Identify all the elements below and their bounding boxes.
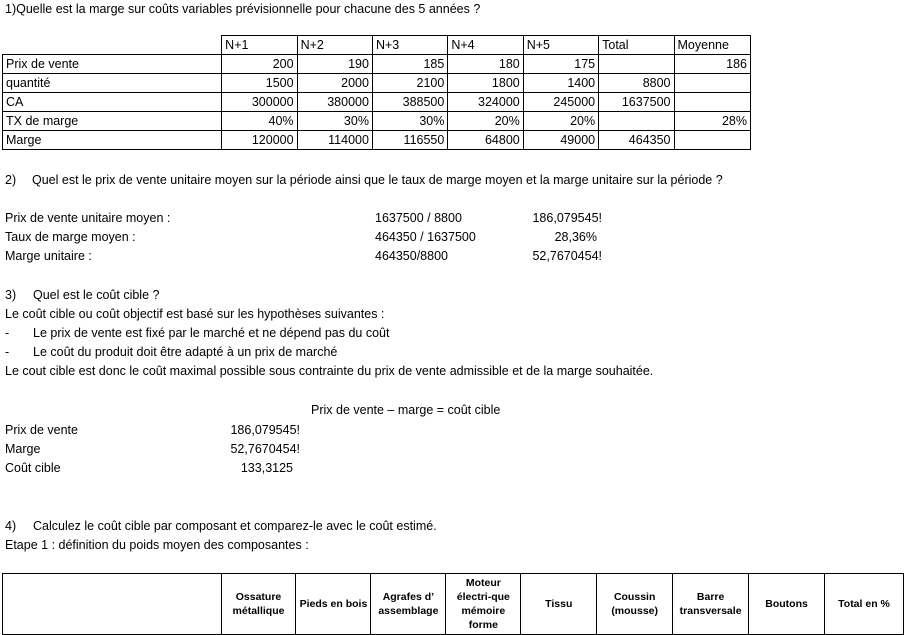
bullet-mark: - bbox=[5, 345, 10, 359]
table-header-row bbox=[3, 574, 904, 635]
target-cost-formula: Prix de vente – marge = coût cible bbox=[311, 403, 501, 417]
table-cell: 20% bbox=[523, 112, 598, 131]
question-3-number: 3) bbox=[5, 288, 17, 302]
question-1: 1)Quelle est la marge sur coûts variables prévisionnelle pour chacune des 5 années ? bbox=[5, 2, 481, 16]
table-cell bbox=[674, 131, 750, 150]
question-3-conclusion: Le cout cible est donc le coût maximal possible sous contrainte du prix de vente admissible et de la marge souhaitée. bbox=[5, 364, 654, 378]
table-cell: 114000 bbox=[297, 131, 372, 150]
question-4-number: 4) bbox=[5, 519, 17, 533]
table-cell: 49000 bbox=[523, 131, 598, 150]
table-cell: 20% bbox=[448, 112, 523, 131]
component-header: Pieds en bois bbox=[296, 574, 371, 635]
table-cell: 1500 bbox=[222, 74, 297, 93]
row-label: Marge bbox=[3, 131, 222, 150]
table-row bbox=[3, 93, 751, 112]
table-cell: 388500 bbox=[372, 93, 447, 112]
table-cell: 245000 bbox=[523, 93, 598, 112]
column-header: N+4 bbox=[448, 36, 523, 55]
table-cell: 116550 bbox=[372, 131, 447, 150]
unit-margin-formula: 464350/8800 bbox=[375, 249, 448, 263]
table-cell: 380000 bbox=[297, 93, 372, 112]
table-cell: 185 bbox=[372, 55, 447, 74]
table-cell bbox=[674, 74, 750, 93]
table-row bbox=[3, 74, 751, 93]
column-header: N+2 bbox=[297, 36, 372, 55]
sale-price-value: 186,079545! bbox=[230, 423, 300, 437]
question-3-intro: Le coût cible ou coût objectif est basé sur les hypothèses suivantes : bbox=[5, 307, 385, 321]
corner-cell bbox=[3, 36, 222, 55]
table-cell: 175 bbox=[523, 55, 598, 74]
avg-price-value: 186,079545! bbox=[532, 211, 602, 225]
column-header: N+1 bbox=[222, 36, 297, 55]
unit-margin-value: 52,7670454! bbox=[532, 249, 602, 263]
table-row bbox=[3, 55, 751, 74]
table-cell: 30% bbox=[297, 112, 372, 131]
avg-price-label: Prix de vente unitaire moyen : bbox=[5, 211, 171, 225]
row-label: quantité bbox=[3, 74, 222, 93]
avg-margin-rate-value: 28,36% bbox=[554, 230, 597, 244]
avg-margin-rate-formula: 464350 / 1637500 bbox=[375, 230, 476, 244]
sale-price-label: Prix de vente bbox=[5, 423, 78, 437]
component-weight-table bbox=[2, 573, 904, 635]
avg-margin-rate-label: Taux de marge moyen : bbox=[5, 230, 136, 244]
margin-label: Marge bbox=[5, 442, 41, 456]
question-3-title: Quel est le coût cible ? bbox=[33, 288, 160, 302]
row-label: CA bbox=[3, 93, 222, 112]
component-header: Tissu bbox=[521, 574, 597, 635]
table-cell: 120000 bbox=[222, 131, 297, 150]
column-header: N+5 bbox=[523, 36, 598, 55]
component-header: Moteur électri-que mémoire forme bbox=[446, 574, 521, 635]
component-header: Coussin (mousse) bbox=[597, 574, 673, 635]
table-cell: 300000 bbox=[222, 93, 297, 112]
question-4-title: Calculez le coût cible par composant et comparez-le avec le coût estimé. bbox=[33, 519, 437, 533]
question-2-text: Quel est le prix de vente unitaire moyen sur la période ainsi que le taux de marge moyen et la marge unitaire sur la période ? bbox=[32, 173, 723, 187]
table-cell: 2000 bbox=[297, 74, 372, 93]
table-cell bbox=[599, 112, 674, 131]
question-4-step: Etape 1 : définition du poids moyen des composantes : bbox=[5, 538, 309, 552]
column-header: Moyenne bbox=[674, 36, 750, 55]
question-2-number: 2) bbox=[5, 173, 17, 187]
table-cell: 190 bbox=[297, 55, 372, 74]
margin-value: 52,7670454! bbox=[230, 442, 300, 456]
component-header: Agrafes d’ assemblage bbox=[371, 574, 446, 635]
table-cell: 28% bbox=[674, 112, 750, 131]
component-header: Boutons bbox=[749, 574, 825, 635]
table-cell: 40% bbox=[222, 112, 297, 131]
table-cell: 1400 bbox=[523, 74, 598, 93]
component-header: Barre transversale bbox=[673, 574, 749, 635]
component-header: Ossature métallique bbox=[221, 574, 296, 635]
table-cell: 324000 bbox=[448, 93, 523, 112]
table-cell bbox=[599, 55, 674, 74]
table-cell bbox=[674, 93, 750, 112]
table-cell: 8800 bbox=[599, 74, 674, 93]
table-cell: 464350 bbox=[599, 131, 674, 150]
bullet-mark: - bbox=[5, 326, 10, 340]
column-header: Total bbox=[599, 36, 674, 55]
table-cell: 186 bbox=[674, 55, 750, 74]
row-label: Prix de vente bbox=[3, 55, 222, 74]
hypothesis-1: Le prix de vente est fixé par le marché et ne dépend pas du coût bbox=[33, 326, 390, 340]
component-header: Total en % bbox=[825, 574, 904, 635]
table-cell: 2100 bbox=[372, 74, 447, 93]
table-cell: 200 bbox=[222, 55, 297, 74]
table-cell: 1800 bbox=[448, 74, 523, 93]
row-label: TX de marge bbox=[3, 112, 222, 131]
target-cost-value: 133,3125 bbox=[240, 461, 293, 475]
table-row bbox=[3, 112, 751, 131]
hypothesis-2: Le coût du produit doit être adapté à un prix de marché bbox=[33, 345, 338, 359]
avg-price-formula: 1637500 / 8800 bbox=[375, 211, 462, 225]
unit-margin-label: Marge unitaire : bbox=[5, 249, 92, 263]
table-row bbox=[3, 131, 751, 150]
table-cell: 1637500 bbox=[599, 93, 674, 112]
table-header-row bbox=[3, 36, 751, 55]
table-cell: 180 bbox=[448, 55, 523, 74]
table-cell: 30% bbox=[372, 112, 447, 131]
column-header: N+3 bbox=[372, 36, 447, 55]
table-cell: 64800 bbox=[448, 131, 523, 150]
margin-table bbox=[2, 35, 751, 150]
corner-cell bbox=[3, 574, 222, 635]
target-cost-label: Coût cible bbox=[5, 461, 61, 475]
